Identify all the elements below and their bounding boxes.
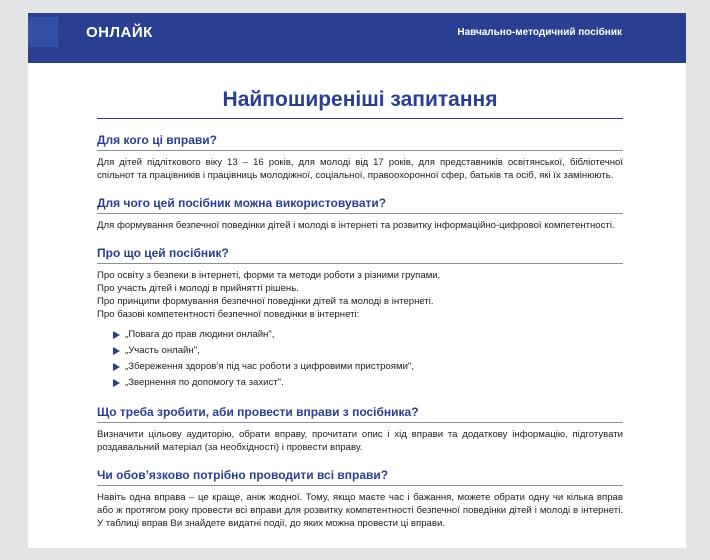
faq-answer-line: Про принципи формування безпечної поведінки дітей та молоді в інтернеті. (97, 296, 434, 307)
faq-answer: Визначити цільову аудиторію, обрати вправу, прочитати опис і хід вправи та додаткову інформацію, підготувати роздавальний матеріал (за необхідності) і провести вправу. (97, 429, 623, 453)
faq-question: Чи обов’язково потрібно проводити всі вправи? (97, 468, 623, 486)
list-item-label: „Участь онлайн", (125, 345, 200, 356)
header-square-decoration (28, 17, 58, 47)
triangle-bullet-icon (113, 363, 120, 371)
list-item (113, 327, 623, 343)
list-item (113, 375, 623, 391)
faq-answer (97, 269, 623, 321)
faq-content (97, 88, 623, 530)
faq-answer: Навіть одна вправа – це краще, аніж жодної. Тому, якщо маєте час і бажання, можете обрати одну чи кілька вправ або ж протягом року провести всі вправи для розвитку компетентності безпечної поведінки дітей і молоді в інтернеті. У таблиці вправ Ви знайдете видатні події, до яких можна провести ці вправи. (97, 492, 623, 529)
list-item-label: „Звернення по допомогу та захист". (125, 377, 284, 388)
faq-answer-line: Про базові компетентності безпечної поведінки в інтернеті: (97, 309, 360, 320)
list-item-label: „Збереження здоров’я під час роботи з цифровими пристроями", (125, 361, 414, 372)
competence-list (97, 327, 623, 391)
header-book-title: Навчально-методичний посібник (457, 27, 622, 38)
faq-answer-line: Про участь дітей і молоді в прийнятті рішень. (97, 283, 299, 294)
header-brand-label: ОНЛАЙК (86, 24, 153, 41)
faq-answer-line: Про освіту з безпеки в інтернеті, форми та методи роботи з різними групами. (97, 270, 441, 281)
faq-question: Для кого ці вправи? (97, 133, 623, 151)
triangle-bullet-icon (113, 379, 120, 387)
list-item (113, 359, 623, 375)
header-curve-decoration (28, 49, 686, 69)
page-title: Найпоширеніші запитання (97, 88, 623, 119)
document-page (28, 13, 686, 548)
triangle-bullet-icon (113, 331, 120, 339)
list-item (113, 343, 623, 359)
faq-question: Про що цей посібник? (97, 246, 623, 264)
triangle-bullet-icon (113, 347, 120, 355)
faq-question: Що треба зробити, аби провести вправи з посібника? (97, 405, 623, 423)
faq-answer: Для дітей підліткового віку 13 – 16 років, для молоді від 17 років, для представників освітянської, бібліотечної спільнот та працівників і працівниць молодіжної, соціальної, правоохоронної сфер, батьків та осіб, які їх замінюють. (97, 157, 623, 181)
list-item-label: „Повага до прав людини онлайн", (125, 329, 275, 340)
faq-answer: Для формування безпечної поведінки дітей і молоді в інтернеті та розвитку інформаційно-цифрової компетентності. (97, 220, 615, 231)
faq-question: Для чого цей посібник можна використовувати? (97, 196, 623, 214)
